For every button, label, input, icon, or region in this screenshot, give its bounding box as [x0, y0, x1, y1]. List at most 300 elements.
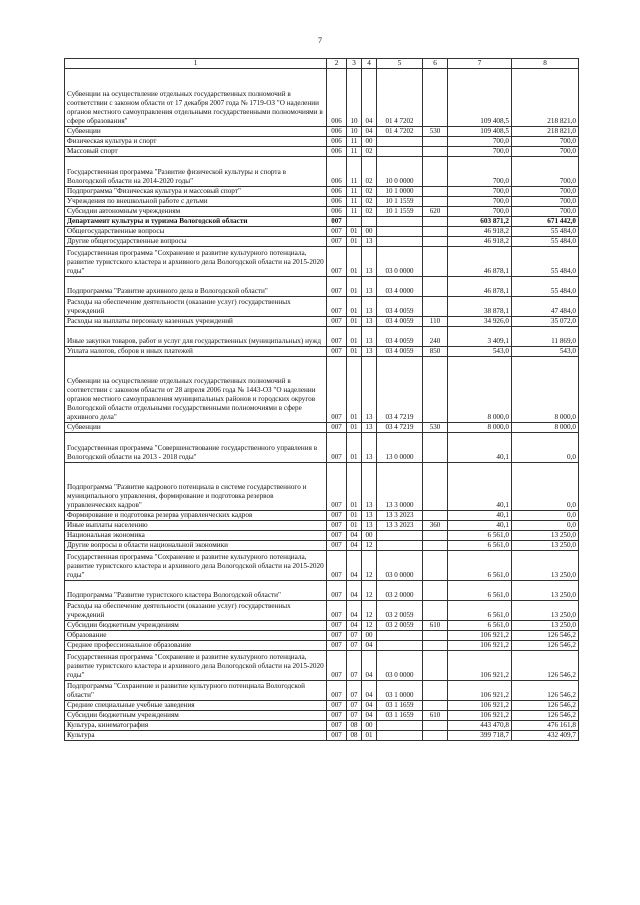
row-amount-year2: 8 000,0	[512, 423, 579, 433]
row-expense-type	[423, 601, 448, 621]
row-ministry-code: 007	[327, 247, 347, 277]
row-amount-year2: 126 546,2	[512, 631, 579, 641]
row-ministry-code: 006	[327, 147, 347, 157]
row-section-code: 11	[347, 147, 362, 157]
row-amount-year1: 40,1	[448, 433, 512, 463]
row-section-code: 01	[347, 277, 362, 297]
row-expense-type	[423, 581, 448, 601]
row-name-cell: Иные выплаты населению	[65, 521, 327, 531]
row-amount-year2: 13 250,0	[512, 531, 579, 541]
row-section-code: 07	[347, 681, 362, 701]
row-target-article	[377, 541, 423, 551]
row-amount-year2: 47 484,0	[512, 297, 579, 317]
row-section-code: 04	[347, 621, 362, 631]
row-name-cell: Субвенции	[65, 127, 327, 137]
row-section-code: 01	[347, 433, 362, 463]
row-name-cell: Подпрограмма "Физическая культура и массовый спорт"	[65, 187, 327, 197]
row-subsection-code: 04	[362, 681, 377, 701]
row-section-code: 01	[347, 423, 362, 433]
row-target-article: 03 2 0000	[377, 581, 423, 601]
row-amount-year1: 543,0	[448, 347, 512, 357]
row-expense-type	[423, 277, 448, 297]
row-expense-type	[423, 227, 448, 237]
row-ministry-code: 007	[327, 357, 347, 423]
row-name-cell: Расходы на обеспечение деятельности (оказание услуг) государственных учреждений	[65, 601, 327, 621]
row-subsection-code: 04	[362, 651, 377, 681]
row-amount-year2: 8 000,0	[512, 357, 579, 423]
table-row	[65, 217, 579, 227]
row-amount-year1: 40,1	[448, 511, 512, 521]
row-expense-type	[423, 531, 448, 541]
row-subsection-code: 04	[362, 711, 377, 721]
row-target-article	[377, 237, 423, 247]
row-amount-year1: 38 878,1	[448, 297, 512, 317]
row-name-cell: Национальная экономика	[65, 531, 327, 541]
row-subsection-code: 12	[362, 621, 377, 631]
header-cell: 8	[512, 59, 579, 69]
row-ministry-code: 007	[327, 277, 347, 297]
row-amount-year1: 700,0	[448, 137, 512, 147]
row-subsection-code: 02	[362, 157, 377, 187]
row-section-code: 07	[347, 641, 362, 651]
row-amount-year1: 109 408,5	[448, 69, 512, 127]
row-subsection-code: 13	[362, 297, 377, 317]
header-cell: 5	[377, 59, 423, 69]
row-ministry-code: 007	[327, 541, 347, 551]
row-target-article	[377, 721, 423, 731]
row-target-article: 03 4 0059	[377, 327, 423, 347]
row-amount-year1: 700,0	[448, 207, 512, 217]
row-section-code: 11	[347, 157, 362, 187]
row-subsection-code: 13	[362, 327, 377, 347]
row-amount-year1: 34 926,0	[448, 317, 512, 327]
row-section-code: 04	[347, 531, 362, 541]
table-body	[65, 69, 579, 741]
row-amount-year2: 700,0	[512, 137, 579, 147]
row-subsection-code: 02	[362, 207, 377, 217]
row-ministry-code: 007	[327, 347, 347, 357]
row-ministry-code: 006	[327, 197, 347, 207]
table-row	[65, 651, 579, 681]
row-amount-year2: 126 546,2	[512, 641, 579, 651]
row-subsection-code: 12	[362, 551, 377, 581]
row-subsection-code: 13	[362, 511, 377, 521]
row-section-code: 07	[347, 701, 362, 711]
row-target-article	[377, 641, 423, 651]
row-name-cell: Формирование и подготовка резерва управленческих кадров	[65, 511, 327, 521]
table-row	[65, 463, 579, 511]
row-section-code: 01	[347, 357, 362, 423]
row-ministry-code: 007	[327, 237, 347, 247]
row-amount-year1: 700,0	[448, 197, 512, 207]
row-name-cell: Среднее профессиональное образование	[65, 641, 327, 651]
row-section-code: 08	[347, 731, 362, 741]
row-target-article: 03 0 0000	[377, 247, 423, 277]
row-target-article: 03 4 0059	[377, 317, 423, 327]
row-subsection-code: 12	[362, 601, 377, 621]
row-amount-year1: 603 871,2	[448, 217, 512, 227]
row-target-article: 03 4 7219	[377, 357, 423, 423]
row-subsection-code: 12	[362, 581, 377, 601]
row-expense-type	[423, 297, 448, 317]
row-section-code: 10	[347, 69, 362, 127]
row-expense-type	[423, 69, 448, 127]
row-target-article: 13 0 0000	[377, 433, 423, 463]
table-row	[65, 423, 579, 433]
row-amount-year1: 40,1	[448, 521, 512, 531]
row-section-code: 11	[347, 137, 362, 147]
row-section-code: 01	[347, 463, 362, 511]
row-amount-year1: 106 921,2	[448, 651, 512, 681]
table-row	[65, 127, 579, 137]
table-header-row	[65, 59, 579, 69]
row-amount-year2: 0,0	[512, 433, 579, 463]
row-ministry-code: 007	[327, 511, 347, 521]
row-section-code: 07	[347, 651, 362, 681]
row-section-code: 01	[347, 521, 362, 531]
header-cell: 2	[327, 59, 347, 69]
row-expense-type: 530	[423, 127, 448, 137]
row-ministry-code: 007	[327, 731, 347, 741]
header-cell: 3	[347, 59, 362, 69]
row-expense-type	[423, 147, 448, 157]
table-row	[65, 551, 579, 581]
row-subsection-code: 13	[362, 347, 377, 357]
table-row	[65, 581, 579, 601]
row-subsection-code: 13	[362, 277, 377, 297]
row-section-code: 10	[347, 127, 362, 137]
row-target-article: 01 4 7202	[377, 127, 423, 137]
row-amount-year1: 46 918,2	[448, 227, 512, 237]
table-row	[65, 621, 579, 631]
row-target-article: 10 1 1559	[377, 197, 423, 207]
row-name-cell: Государственная программа "Сохранение и развитие культурного потенциала, развитие туристского кластера и архивного дела Вологодской области на 2015-2020 годы"	[65, 551, 327, 581]
row-amount-year1: 8 000,0	[448, 423, 512, 433]
row-expense-type	[423, 631, 448, 641]
row-expense-type	[423, 197, 448, 207]
row-amount-year2: 13 250,0	[512, 621, 579, 631]
table-row	[65, 701, 579, 711]
row-amount-year2: 700,0	[512, 157, 579, 187]
row-section-code: 07	[347, 711, 362, 721]
row-amount-year2: 13 250,0	[512, 601, 579, 621]
row-amount-year2: 55 484,0	[512, 277, 579, 297]
row-target-article	[377, 631, 423, 641]
row-target-article: 03 4 0059	[377, 347, 423, 357]
row-ministry-code: 007	[327, 551, 347, 581]
page-number: 7	[318, 36, 322, 45]
table-row	[65, 681, 579, 701]
row-amount-year2: 13 250,0	[512, 551, 579, 581]
row-ministry-code: 007	[327, 701, 347, 711]
row-ministry-code: 006	[327, 187, 347, 197]
row-ministry-code: 007	[327, 681, 347, 701]
row-expense-type: 240	[423, 327, 448, 347]
row-target-article: 03 0 0000	[377, 551, 423, 581]
row-name-cell: Массовый спорт	[65, 147, 327, 157]
row-name-cell: Департамент культуры и туризма Вологодской области	[65, 217, 327, 227]
row-target-article: 03 4 7219	[377, 423, 423, 433]
table-row	[65, 197, 579, 207]
row-amount-year2: 35 072,0	[512, 317, 579, 327]
row-expense-type	[423, 681, 448, 701]
row-amount-year2: 13 250,0	[512, 581, 579, 601]
row-target-article: 03 1 1659	[377, 701, 423, 711]
row-amount-year1: 6 561,0	[448, 551, 512, 581]
row-subsection-code: 13	[362, 463, 377, 511]
row-section-code	[347, 217, 362, 227]
row-amount-year2: 55 484,0	[512, 237, 579, 247]
row-ministry-code: 007	[327, 297, 347, 317]
row-ministry-code: 006	[327, 207, 347, 217]
row-section-code: 01	[347, 511, 362, 521]
row-amount-year1: 700,0	[448, 147, 512, 157]
row-subsection-code: 01	[362, 731, 377, 741]
row-section-code: 11	[347, 187, 362, 197]
row-name-cell: Учреждения по внешкольной работе с детьми	[65, 197, 327, 207]
row-amount-year2: 55 484,0	[512, 227, 579, 237]
budget-table	[64, 58, 579, 741]
row-amount-year2: 0,0	[512, 463, 579, 511]
row-amount-year2: 671 442,0	[512, 217, 579, 227]
row-subsection-code: 02	[362, 187, 377, 197]
row-target-article: 03 1 0000	[377, 681, 423, 701]
row-subsection-code: 00	[362, 531, 377, 541]
table-row	[65, 721, 579, 731]
row-ministry-code: 006	[327, 69, 347, 127]
table-row	[65, 277, 579, 297]
table-row	[65, 69, 579, 127]
row-amount-year1: 46 918,2	[448, 237, 512, 247]
table-row	[65, 227, 579, 237]
row-name-cell: Расходы на обеспечение деятельности (оказание услуг) государственных учреждений	[65, 297, 327, 317]
row-target-article: 03 1 1659	[377, 711, 423, 721]
row-ministry-code: 007	[327, 423, 347, 433]
row-subsection-code: 13	[362, 357, 377, 423]
table-row	[65, 137, 579, 147]
row-amount-year2: 700,0	[512, 207, 579, 217]
row-target-article: 01 4 7202	[377, 69, 423, 127]
row-ministry-code: 007	[327, 433, 347, 463]
row-name-cell: Государственная программа "Развитие физической культуры и спорта в Вологодской области на 2014-2020 годы"	[65, 157, 327, 187]
row-amount-year1: 46 878,1	[448, 247, 512, 277]
row-name-cell: Средние специальные учебные заведения	[65, 701, 327, 711]
row-name-cell: Подпрограмма "Сохранение и развитие культурного потенциала Вологодской области"	[65, 681, 327, 701]
row-ministry-code: 006	[327, 157, 347, 187]
row-amount-year1: 106 921,2	[448, 681, 512, 701]
row-subsection-code: 00	[362, 137, 377, 147]
row-target-article	[377, 531, 423, 541]
row-expense-type	[423, 187, 448, 197]
row-ministry-code: 006	[327, 137, 347, 147]
row-name-cell: Государственная программа "Сохранение и развитие культурного потенциала, развитие туристского кластера и архивного дела Вологодской области на 2015-2020 годы"	[65, 247, 327, 277]
row-expense-type	[423, 641, 448, 651]
table-row	[65, 157, 579, 187]
row-amount-year2: 126 546,2	[512, 651, 579, 681]
row-expense-type	[423, 511, 448, 521]
row-subsection-code: 13	[362, 317, 377, 327]
row-expense-type: 610	[423, 621, 448, 631]
header-cell: 6	[423, 59, 448, 69]
row-expense-type	[423, 651, 448, 681]
row-expense-type: 360	[423, 521, 448, 531]
row-ministry-code: 007	[327, 317, 347, 327]
row-subsection-code: 04	[362, 701, 377, 711]
row-expense-type	[423, 463, 448, 511]
row-subsection-code	[362, 217, 377, 227]
row-name-cell: Общегосударственные вопросы	[65, 227, 327, 237]
row-expense-type	[423, 731, 448, 741]
table-row	[65, 641, 579, 651]
row-target-article	[377, 147, 423, 157]
row-target-article	[377, 217, 423, 227]
row-expense-type: 850	[423, 347, 448, 357]
row-amount-year1: 700,0	[448, 187, 512, 197]
table-row	[65, 347, 579, 357]
row-target-article: 03 0 0000	[377, 651, 423, 681]
row-name-cell: Государственная программа "Сохранение и развитие культурного потенциала, развитие туристского кластера и архивного дела Вологодской области на 2015-2020 годы"	[65, 651, 327, 681]
row-name-cell: Образование	[65, 631, 327, 641]
row-name-cell: Субсидии бюджетным учреждениям	[65, 621, 327, 631]
row-section-code: 07	[347, 631, 362, 641]
row-expense-type	[423, 357, 448, 423]
row-target-article: 13 3 2023	[377, 521, 423, 531]
row-name-cell: Субвенции	[65, 423, 327, 433]
row-section-code: 11	[347, 207, 362, 217]
row-ministry-code: 007	[327, 651, 347, 681]
row-target-article	[377, 137, 423, 147]
row-section-code: 04	[347, 551, 362, 581]
table-row	[65, 433, 579, 463]
row-name-cell: Физическая культура и спорт	[65, 137, 327, 147]
row-amount-year1: 6 561,0	[448, 581, 512, 601]
row-amount-year1: 700,0	[448, 157, 512, 187]
row-amount-year2: 126 546,2	[512, 711, 579, 721]
row-amount-year1: 8 000,0	[448, 357, 512, 423]
row-amount-year1: 6 561,0	[448, 601, 512, 621]
row-subsection-code: 00	[362, 227, 377, 237]
row-section-code: 01	[347, 317, 362, 327]
row-section-code: 01	[347, 227, 362, 237]
row-ministry-code: 007	[327, 581, 347, 601]
row-amount-year2: 476 161,8	[512, 721, 579, 731]
header-cell: 4	[362, 59, 377, 69]
row-subsection-code: 02	[362, 197, 377, 207]
row-subsection-code: 04	[362, 127, 377, 137]
row-amount-year2: 700,0	[512, 147, 579, 157]
row-ministry-code: 007	[327, 621, 347, 631]
row-name-cell: Культура	[65, 731, 327, 741]
row-ministry-code: 007	[327, 217, 347, 227]
row-amount-year1: 109 408,5	[448, 127, 512, 137]
row-expense-type: 110	[423, 317, 448, 327]
row-amount-year1: 6 561,0	[448, 531, 512, 541]
row-subsection-code: 13	[362, 247, 377, 277]
row-name-cell: Субвенции на осуществление отдельных государственных полномочий в соответствии с законом области от 17 декабря 2007 года № 1719-ОЗ "О наделении органов местного самоуправления отдельными государственными полномочиями в сфере образования"	[65, 69, 327, 127]
row-section-code: 01	[347, 247, 362, 277]
table-row	[65, 521, 579, 531]
row-amount-year1: 106 921,2	[448, 701, 512, 711]
row-expense-type	[423, 721, 448, 731]
row-ministry-code: 007	[327, 327, 347, 347]
row-expense-type	[423, 433, 448, 463]
row-ministry-code: 006	[327, 127, 347, 137]
row-name-cell: Субвенции на осуществление отдельных государственных полномочий в соответствии с законом области от 28 апреля 2006 года № 1443-ОЗ "О наделении органов местного самоуправления муниципальных районов и городских округов Вологодской области отдельными государственными полномочиями в сфере архивного дела"	[65, 357, 327, 423]
row-subsection-code: 04	[362, 69, 377, 127]
row-section-code: 01	[347, 347, 362, 357]
row-expense-type	[423, 701, 448, 711]
row-subsection-code: 02	[362, 147, 377, 157]
table-row	[65, 247, 579, 277]
row-ministry-code: 007	[327, 531, 347, 541]
row-amount-year1: 106 921,2	[448, 631, 512, 641]
table-row	[65, 731, 579, 741]
table-row	[65, 357, 579, 423]
row-amount-year2: 218 821,0	[512, 127, 579, 137]
table-row	[65, 147, 579, 157]
row-ministry-code: 007	[327, 711, 347, 721]
row-subsection-code: 12	[362, 541, 377, 551]
row-amount-year2: 0,0	[512, 511, 579, 521]
row-amount-year1: 106 921,2	[448, 711, 512, 721]
table-row	[65, 237, 579, 247]
row-amount-year2: 11 869,0	[512, 327, 579, 347]
row-target-article: 10 0 0000	[377, 157, 423, 187]
row-ministry-code: 007	[327, 631, 347, 641]
table-row	[65, 511, 579, 521]
row-amount-year1: 3 409,1	[448, 327, 512, 347]
row-name-cell: Иные закупки товаров, работ и услуг для государственных (муниципальных) нужд	[65, 327, 327, 347]
row-name-cell: Расходы на выплаты персоналу казенных учреждений	[65, 317, 327, 327]
table-row	[65, 631, 579, 641]
row-name-cell: Культура, кинематография	[65, 721, 327, 731]
row-section-code: 08	[347, 721, 362, 731]
row-ministry-code: 007	[327, 601, 347, 621]
row-name-cell: Подпрограмма "Развитие архивного дела в Вологодской области"	[65, 277, 327, 297]
row-amount-year2: 543,0	[512, 347, 579, 357]
row-amount-year2: 0,0	[512, 521, 579, 531]
row-target-article: 13 3 2023	[377, 511, 423, 521]
row-section-code: 11	[347, 197, 362, 207]
row-target-article: 13 3 0000	[377, 463, 423, 511]
row-expense-type	[423, 157, 448, 187]
row-target-article: 03 2 0059	[377, 621, 423, 631]
row-name-cell: Подпрограмма "Развитие туристского кластера Вологодской области"	[65, 581, 327, 601]
row-name-cell: Другие общегосударственные вопросы	[65, 237, 327, 247]
row-expense-type	[423, 551, 448, 581]
row-subsection-code: 13	[362, 521, 377, 531]
row-subsection-code: 13	[362, 423, 377, 433]
row-amount-year2: 126 546,2	[512, 701, 579, 711]
row-target-article: 03 4 0000	[377, 277, 423, 297]
row-section-code: 04	[347, 541, 362, 551]
row-name-cell: Другие вопросы в области национальной экономики	[65, 541, 327, 551]
row-subsection-code: 00	[362, 631, 377, 641]
table-row	[65, 601, 579, 621]
table-row	[65, 317, 579, 327]
row-amount-year1: 46 878,1	[448, 277, 512, 297]
row-amount-year2: 218 821,0	[512, 69, 579, 127]
row-target-article: 10 1 0000	[377, 187, 423, 197]
row-expense-type: 620	[423, 207, 448, 217]
row-target-article	[377, 731, 423, 741]
row-expense-type: 610	[423, 711, 448, 721]
table-row	[65, 327, 579, 347]
row-subsection-code: 04	[362, 641, 377, 651]
row-expense-type	[423, 217, 448, 227]
row-amount-year1: 443 470,8	[448, 721, 512, 731]
row-target-article: 10 1 1559	[377, 207, 423, 217]
